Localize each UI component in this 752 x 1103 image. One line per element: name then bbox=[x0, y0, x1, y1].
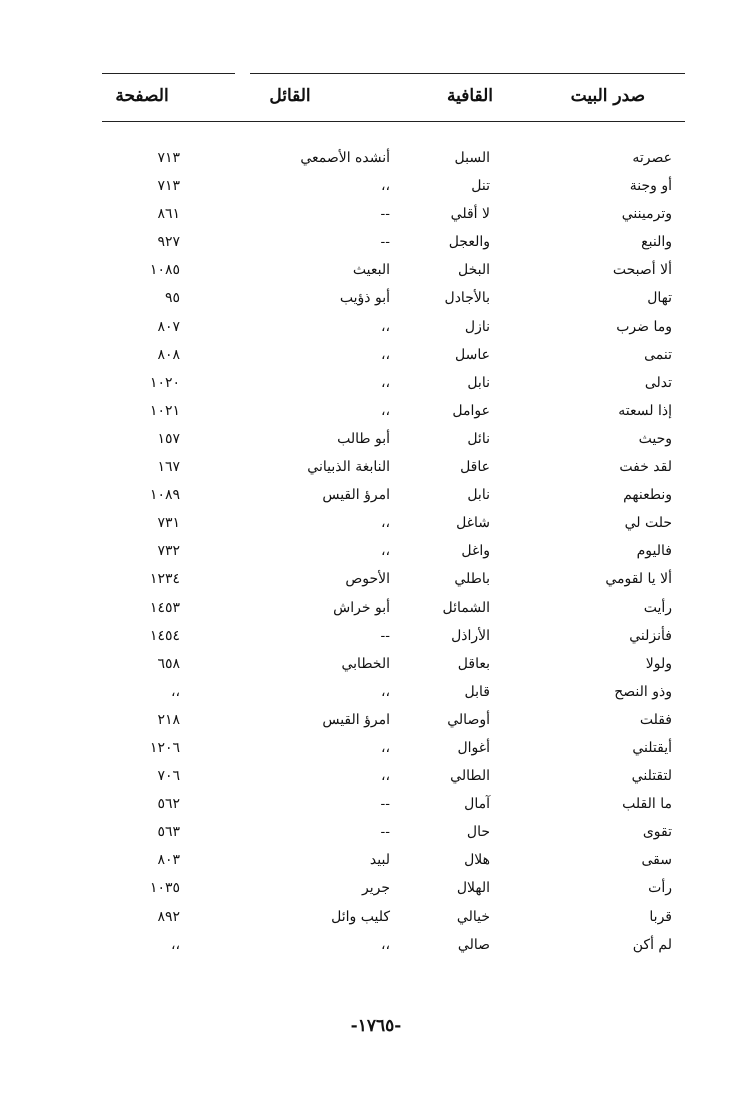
poet-name: ،، bbox=[380, 346, 390, 363]
page-ref: ٦٥٨ bbox=[157, 655, 180, 672]
table-row bbox=[0, 454, 752, 482]
rhyme-word: بالأجادل bbox=[444, 290, 490, 307]
page-ref: ١٥٧ bbox=[157, 430, 180, 447]
verse-opening: فأنزلني bbox=[629, 627, 672, 644]
rhyme-word: نابل bbox=[467, 487, 490, 504]
verse-opening: ما القلب bbox=[622, 796, 672, 813]
verse-opening: والنبع bbox=[641, 234, 672, 251]
rhyme-word: أوصالي bbox=[447, 711, 490, 728]
page-ref: ١٢٣٤ bbox=[149, 571, 180, 588]
poet-name: أنشده الأصمعي bbox=[300, 150, 390, 166]
page-ref: ١٠٣٥ bbox=[149, 880, 180, 897]
verse-opening: وحيث bbox=[638, 430, 672, 447]
table-row bbox=[0, 623, 752, 651]
rhyme-word: الشمائل bbox=[442, 599, 490, 616]
page-ref: ٨٦١ bbox=[157, 206, 180, 223]
rhyme-word: عوامل bbox=[452, 402, 490, 419]
table-row bbox=[0, 314, 752, 342]
poet-name: جرير bbox=[362, 880, 390, 897]
rhyme-word: قابل bbox=[464, 683, 490, 700]
rhyme-word: صالي bbox=[457, 936, 490, 953]
verse-opening: وما ضرب bbox=[616, 318, 672, 335]
table-row bbox=[0, 201, 752, 229]
page-ref: ١٠٢١ bbox=[149, 402, 180, 419]
poet-name: -- bbox=[380, 824, 390, 841]
page-ref: ٩٢٧ bbox=[157, 234, 180, 251]
page-ref: ١٤٥٣ bbox=[149, 599, 180, 616]
verse-opening: أيقتلني bbox=[632, 739, 672, 756]
rhyme-word: الهلال bbox=[456, 880, 490, 897]
page-ref: ١٦٧ bbox=[157, 459, 180, 476]
poet-name: لبيد bbox=[369, 852, 390, 869]
verse-opening: تدلى bbox=[644, 374, 672, 391]
page-ref: ٥٦٣ bbox=[157, 824, 180, 841]
rhyme-word: آمال bbox=[464, 796, 490, 813]
poet-name: ،، bbox=[380, 543, 390, 560]
poet-name: ،، bbox=[380, 374, 390, 391]
poet-name: أبو طالب bbox=[337, 430, 390, 447]
top-rule-left bbox=[102, 73, 235, 74]
verse-opening: تهال bbox=[647, 290, 672, 307]
page-ref: ٨٠٨ bbox=[157, 346, 180, 363]
verse-opening: إذا لسعته bbox=[618, 402, 672, 419]
poet-name: البعيث bbox=[352, 262, 390, 279]
header-poet: القائل bbox=[269, 86, 311, 106]
poet-name: امرؤ القيس bbox=[322, 487, 390, 504]
poet-name: ،، bbox=[380, 515, 390, 532]
page-ref: ٧٣٢ bbox=[157, 543, 180, 560]
poet-name: النابغة الذبياني bbox=[307, 459, 390, 476]
table-row bbox=[0, 426, 752, 454]
poet-name: -- bbox=[380, 234, 390, 251]
page-ref: ٢١٨ bbox=[157, 711, 180, 728]
rhyme-word: باطلي bbox=[454, 571, 490, 588]
table-row bbox=[0, 173, 752, 201]
verse-opening: وترمينني bbox=[621, 206, 672, 223]
verse-opening: عصرته bbox=[632, 150, 672, 166]
page-ref: ٨٩٢ bbox=[157, 908, 180, 925]
page-ref: ٥٦٢ bbox=[157, 796, 180, 813]
table-row bbox=[0, 370, 752, 398]
rhyme-word: شاغل bbox=[456, 515, 490, 532]
top-rule-right bbox=[250, 73, 685, 74]
page-ref: ٨٠٧ bbox=[157, 318, 180, 335]
table-row bbox=[0, 651, 752, 679]
rhyme-word: حال bbox=[466, 824, 490, 841]
page-number: -١٧٦٥- bbox=[350, 1016, 402, 1036]
table-row bbox=[0, 538, 752, 566]
verse-opening: رأيت bbox=[643, 599, 672, 616]
poet-name: الأحوص bbox=[345, 571, 390, 588]
verse-opening: حلت لي bbox=[624, 515, 672, 532]
rhyme-word: والعجل bbox=[448, 234, 490, 251]
verse-opening: ونطعنهم bbox=[623, 487, 672, 504]
header-page: الصفحة bbox=[115, 86, 169, 106]
verse-opening: سقى bbox=[641, 852, 672, 869]
page-ref: ٧٣١ bbox=[157, 515, 180, 532]
verse-opening: فقلت bbox=[639, 711, 672, 728]
table-row bbox=[0, 707, 752, 735]
rhyme-word: لا أقلي bbox=[450, 206, 490, 223]
rhyme-word: نازل bbox=[464, 318, 490, 335]
rhyme-word: البخل bbox=[457, 262, 490, 279]
table-row bbox=[0, 145, 752, 173]
rhyme-word: عاقل bbox=[460, 459, 490, 476]
poet-name: ،، bbox=[380, 683, 390, 700]
verse-opening: لقد خفت bbox=[619, 459, 672, 476]
header-rhyme: القافية bbox=[446, 86, 494, 106]
page-ref: ٧٠٦ bbox=[157, 768, 180, 785]
header-bottom-rule bbox=[102, 121, 685, 122]
rhyme-word: السبل bbox=[454, 150, 490, 166]
table-row bbox=[0, 791, 752, 819]
poet-name: الخطابي bbox=[341, 655, 390, 672]
verse-opening: رأت bbox=[648, 880, 672, 897]
poet-name: ،، bbox=[380, 936, 390, 953]
page-ref: ٧١٣ bbox=[157, 150, 180, 166]
verse-opening: وذو النصح bbox=[614, 683, 672, 700]
rhyme-word: بعاقل bbox=[457, 655, 490, 672]
table-header bbox=[0, 83, 752, 109]
table-row bbox=[0, 763, 752, 791]
rhyme-word: نابل bbox=[467, 374, 490, 391]
poet-name: ،، bbox=[380, 739, 390, 756]
header-verse-opening: صدر البيت bbox=[570, 86, 645, 106]
poet-name: ،، bbox=[380, 402, 390, 419]
rhyme-word: تنل bbox=[471, 178, 490, 195]
rhyme-word: واغل bbox=[461, 543, 490, 560]
verse-opening: قربا bbox=[649, 908, 672, 925]
verse-opening: أو وجنة bbox=[629, 178, 672, 195]
table-row bbox=[0, 904, 752, 932]
table-row bbox=[0, 482, 752, 510]
rhyme-word: الطالي bbox=[450, 768, 490, 785]
verse-opening: تقوى bbox=[642, 824, 672, 841]
verse-opening: ألا أصبحت bbox=[612, 262, 672, 279]
page-ref: ،، bbox=[170, 936, 180, 953]
rhyme-word: هلال bbox=[464, 852, 490, 869]
verse-opening: ولولا bbox=[645, 655, 672, 672]
rhyme-word: عاسل bbox=[455, 346, 490, 363]
poet-name: كليب وائل bbox=[331, 908, 390, 925]
table-row bbox=[0, 932, 752, 960]
rhyme-word: خيالي bbox=[456, 908, 490, 925]
table-row bbox=[0, 398, 752, 426]
table-row bbox=[0, 342, 752, 370]
poet-name: ،، bbox=[380, 178, 390, 195]
page-ref: ١٢٠٦ bbox=[149, 739, 180, 756]
poet-name: أبو خراش bbox=[333, 599, 390, 616]
verse-opening: لتقتلني bbox=[631, 768, 672, 785]
page-ref: ١٠٢٠ bbox=[149, 374, 180, 391]
verse-opening: فاليوم bbox=[636, 543, 672, 560]
table-row bbox=[0, 257, 752, 285]
page-ref: ١٠٨٩ bbox=[149, 487, 180, 504]
table-row bbox=[0, 679, 752, 707]
index-table-body bbox=[0, 145, 752, 960]
page-ref: ٧١٣ bbox=[157, 178, 180, 195]
verse-opening: تنمى bbox=[644, 346, 672, 363]
table-row bbox=[0, 285, 752, 313]
page-ref: ١٠٨٥ bbox=[149, 262, 180, 279]
table-row bbox=[0, 847, 752, 875]
rhyme-word: أغوال bbox=[457, 739, 490, 756]
poet-name: امرؤ القيس bbox=[322, 711, 390, 728]
rhyme-word: نائل bbox=[467, 430, 490, 447]
poet-name: -- bbox=[380, 796, 390, 813]
table-row bbox=[0, 735, 752, 763]
page-ref: ،، bbox=[170, 683, 180, 700]
table-row bbox=[0, 819, 752, 847]
page-ref: ٩٥ bbox=[164, 290, 180, 307]
table-row bbox=[0, 510, 752, 538]
poet-name: -- bbox=[380, 627, 390, 644]
table-row bbox=[0, 566, 752, 594]
poet-name: ،، bbox=[380, 318, 390, 335]
poet-name: -- bbox=[380, 206, 390, 223]
page-ref: ١٤٥٤ bbox=[149, 627, 180, 644]
table-row bbox=[0, 875, 752, 903]
poet-name: أبو ذؤيب bbox=[339, 290, 390, 307]
verse-opening: ألا يا لقومي bbox=[605, 571, 672, 588]
table-row bbox=[0, 229, 752, 257]
rhyme-word: الأراذل bbox=[451, 627, 490, 644]
verse-opening: لم أكن bbox=[632, 936, 672, 953]
poet-name: ،، bbox=[380, 768, 390, 785]
page-ref: ٨٠٣ bbox=[157, 852, 180, 869]
table-row bbox=[0, 595, 752, 623]
